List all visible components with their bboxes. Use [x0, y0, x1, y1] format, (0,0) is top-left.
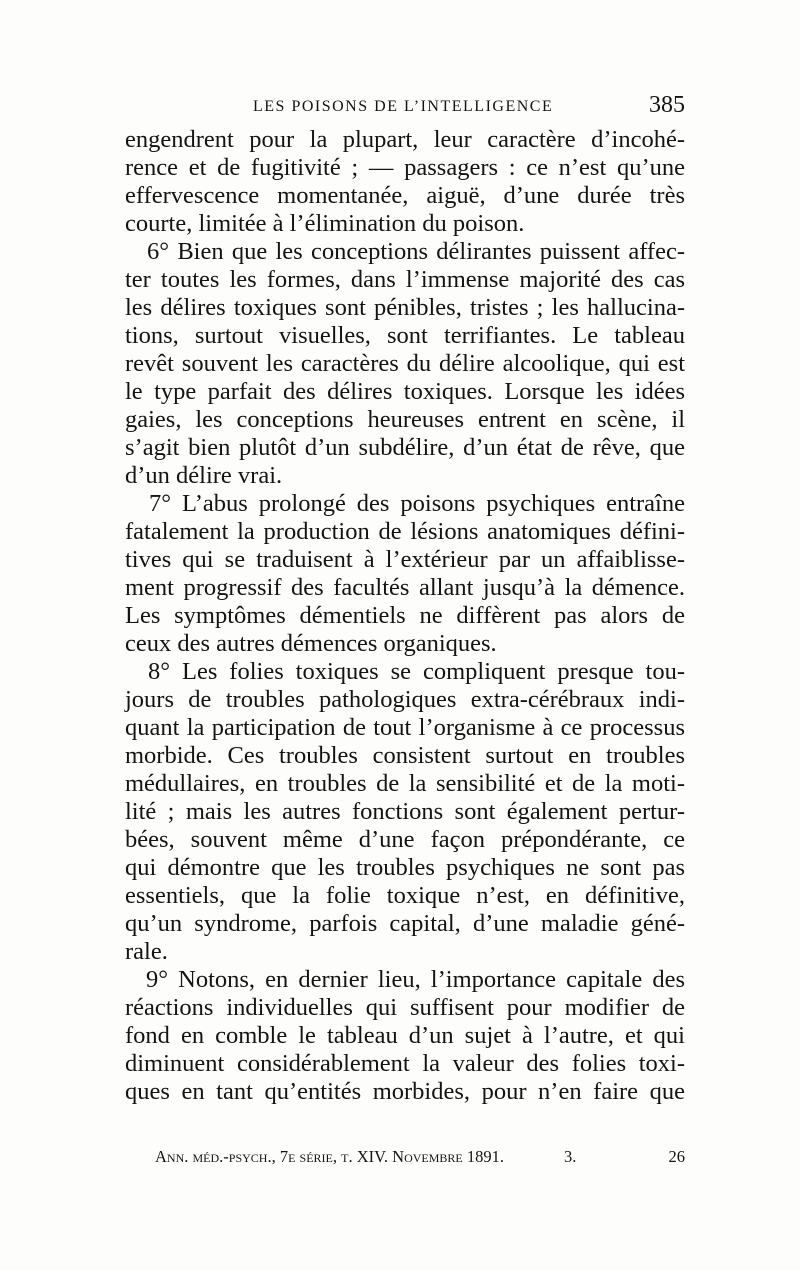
text-line: diminuent considérablement la valeur des folies toxi- [125, 1050, 685, 1077]
signature-mark: 3. [564, 1147, 577, 1166]
text-line: tives qui se traduisent à l’extérieur par un affaiblisse- [125, 546, 685, 573]
page-number: 385 [649, 92, 685, 118]
text-line: le type parfait des délires toxiques. Lorsque les idées [125, 378, 685, 405]
text-line: ter toutes les formes, dans l’immense majorité des cas [125, 266, 685, 293]
text-line: qui démontre que les troubles psychiques ne sont pas [125, 854, 685, 881]
text-line: quant la participation de tout l’organisme à ce processus [125, 714, 685, 741]
text-line: morbide. Ces troubles consistent surtout en troubles [125, 742, 685, 769]
text-line: Les symptômes démentiels ne diffèrent pas alors de [125, 602, 685, 629]
text-line: engendrent pour la plupart, leur caractère d’incohé- [125, 126, 685, 153]
text-line: lité ; mais les autres fonctions sont également pertur- [125, 798, 685, 825]
text-line: bées, souvent même d’une façon prépondérante, ce [125, 826, 685, 853]
text-line: revêt souvent les caractères du délire alcoolique, qui est [125, 350, 685, 377]
text-line: 9° Notons, en dernier lieu, l’importance capitale des [146, 966, 685, 993]
text-line: ceux des autres démences organiques. [125, 630, 497, 657]
text-line: 6° Bien que les conceptions délirantes puissent affec- [147, 238, 685, 265]
text-line: tions, surtout visuelles, sont terrifiantes. Le tableau [125, 322, 685, 349]
sheet-number: 26 [668, 1147, 685, 1166]
text-line: 8° Les folies toxiques se compliquent presque tou- [148, 658, 685, 685]
text-line: jours de troubles pathologiques extra-cérébraux indi- [125, 686, 685, 713]
signature-footer [155, 1144, 685, 1170]
body-text [125, 126, 685, 1106]
text-line: médullaires, en troubles de la sensibilité et de la moti- [125, 770, 685, 797]
text-line: rale. [125, 938, 168, 965]
journal-citation: Ann. méd.-psych., 7e série, t. XIV. Novembre 1891. [155, 1147, 504, 1166]
text-line: ment progressif des facultés allant jusqu’à la démence. [125, 574, 685, 601]
text-line: 7° L’abus prolongé des poisons psychiques entraîne [149, 490, 685, 517]
text-line: essentiels, que la folie toxique n’est, en définitive, [125, 882, 685, 909]
running-title: LES POISONS DE L’INTELLIGENCE [253, 98, 554, 115]
text-line: courte, limitée à l’élimination du poison. [125, 210, 525, 237]
text-line: réactions individuelles qui suffisent pour modifier de [125, 994, 685, 1021]
text-line: fond en comble le tableau d’un sujet à l’autre, et qui [125, 1022, 685, 1049]
text-line: d’un délire vrai. [125, 462, 283, 489]
text-line: fatalement la production de lésions anatomiques défini- [125, 518, 685, 545]
text-line: ques en tant qu’entités morbides, pour n’en faire que [125, 1078, 685, 1105]
text-line: rence et de fugitivité ; — passagers : ce n’est qu’une [125, 154, 685, 181]
text-line: les délires toxiques sont pénibles, tristes ; les hallucina- [125, 294, 685, 321]
text-line: gaies, les conceptions heureuses entrent en scène, il [125, 406, 685, 433]
text-line: s’agit bien plutôt d’un subdélire, d’un état de rêve, que [125, 434, 685, 461]
text-line: qu’un syndrome, parfois capital, d’une maladie géné- [125, 910, 685, 937]
running-head [125, 92, 685, 126]
text-line: effervescence momentanée, aiguë, d’une durée très [125, 182, 685, 209]
